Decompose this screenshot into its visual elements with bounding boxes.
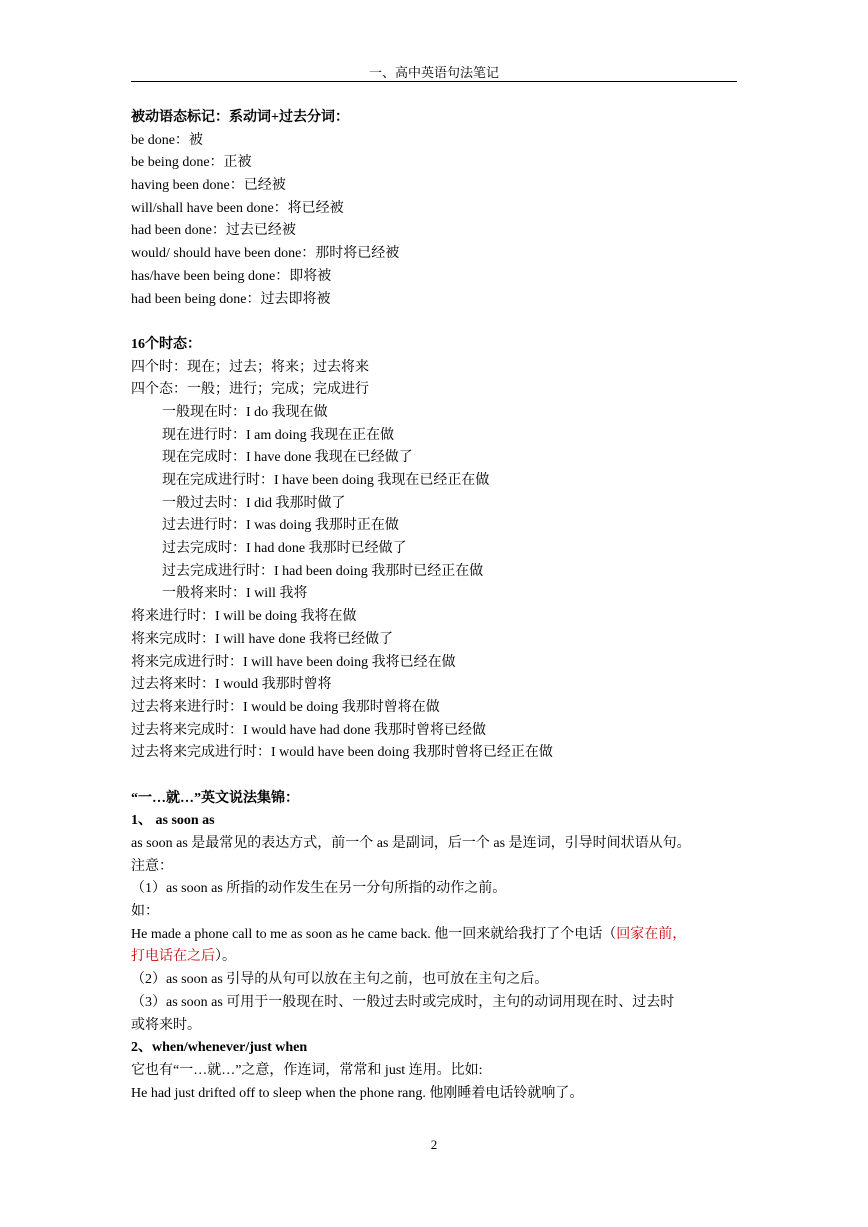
- soon-point: （2）as soon as 引导的从句可以放在主句之前，也可放在主句之后。: [131, 972, 549, 988]
- passive-line: would/ should have been done：那时将已经被: [131, 246, 400, 262]
- soon-item2-title: 2、when/whenever/just when: [131, 1040, 308, 1056]
- tense-line: 过去完成时：I had done 我那时已经做了: [162, 541, 407, 557]
- tense-line: 过去进行时：I was doing 我那时正在做: [162, 518, 399, 534]
- tense-line: 将来进行时：I will be doing 我将在做: [131, 609, 357, 625]
- example-text: ）。: [215, 949, 236, 965]
- passive-line: be done：被: [131, 132, 203, 148]
- section-gap: [131, 765, 737, 788]
- tense-line: 过去完成进行时：I had been doing 我那时已经正在做: [162, 563, 484, 579]
- soon-heading: “一…就…”英文说法集锦：: [131, 790, 299, 806]
- tense-line: 一般将来时：I will 我将: [162, 586, 308, 602]
- passive-line: had been done：过去已经被: [131, 223, 296, 239]
- passive-heading: 被动语态标记：系动词+过去分词：: [131, 110, 349, 125]
- emphasis-text: 打电话在之后: [131, 949, 215, 965]
- tenses-intro-line: 四个态：一般；进行；完成；完成进行: [131, 382, 369, 398]
- soon-point-cont: 或将来时。: [131, 1017, 201, 1033]
- tense-line: 过去将来进行时：I would be doing 我那时曾将在做: [131, 699, 440, 715]
- soon-item1-title: 1、 as soon as: [131, 813, 215, 829]
- tense-line: 将来完成进行时：I will have been doing 我将已经在做: [131, 654, 456, 670]
- tense-line: 过去将来完成进行时：I would have been doing 我那时曾将已经正在做: [131, 745, 553, 761]
- tenses-heading: 16个时态：: [131, 336, 201, 352]
- page-number: 2: [430, 1137, 438, 1152]
- passive-line: has/have been being done：即将被: [131, 268, 332, 284]
- soon-line: 它也有“一…就…”之意，作连词，常常和 just 连用。比如:: [131, 1062, 483, 1078]
- tense-line: 一般过去时：I did 我那时做了: [162, 495, 346, 511]
- section-gap: [131, 311, 737, 334]
- emphasis-text: 回家在前，: [616, 926, 687, 942]
- tenses-intro-line: 四个时：现在；过去；将来；过去将来: [131, 359, 369, 375]
- example-text: He made a phone call to me as soon as he came back. 他一回来就给我打了个电话（: [131, 926, 617, 942]
- page-header: 一、高中英语句法笔记: [368, 65, 499, 80]
- soon-line: as soon as 是最常见的表达方式，前一个 as 是副词，后一个 as 是连词，引导时间状语从句。: [131, 836, 691, 851]
- passive-line: had been being done：过去即将被: [131, 291, 331, 307]
- tense-line: 一般现在时：I do 我现在做: [162, 404, 328, 420]
- soon-note: 注意：: [131, 858, 173, 874]
- tense-line: 将来完成时：I will have done 我将已经做了: [131, 631, 394, 647]
- soon-example: He had just drifted off to sleep when the phone rang. 他刚睡着电话铃就响了。: [131, 1085, 584, 1101]
- passive-line: be being done：正被: [131, 155, 252, 171]
- passive-line: will/shall have been done：将已经被: [131, 200, 344, 216]
- soon-example-label: 如：: [131, 904, 159, 920]
- soon-point: （1）as soon as 所指的动作发生在另一分句所指的动作之前。: [131, 881, 507, 897]
- tense-line: 现在完成进行时：I have been doing 我现在已经正在做: [162, 473, 490, 488]
- soon-point: （3）as soon as 可用于一般现在时、一般过去时或完成时，主句的动词用现在时、过去时: [131, 994, 675, 1010]
- tense-line: 现在完成时：I have done 我现在已经做了: [162, 450, 413, 466]
- tense-line: 现在进行时：I am doing 我现在正在做: [162, 427, 395, 443]
- soon-example-cont: [131, 946, 737, 969]
- tense-line: 过去将来时：I would 我那时曾将: [131, 677, 332, 693]
- document-body: [131, 107, 737, 1105]
- passive-line: having been done：已经被: [131, 178, 286, 194]
- header-rule: [131, 81, 737, 82]
- tense-line: 过去将来完成时：I would have had done 我那时曾将已经做: [131, 722, 487, 738]
- soon-example: [131, 924, 737, 947]
